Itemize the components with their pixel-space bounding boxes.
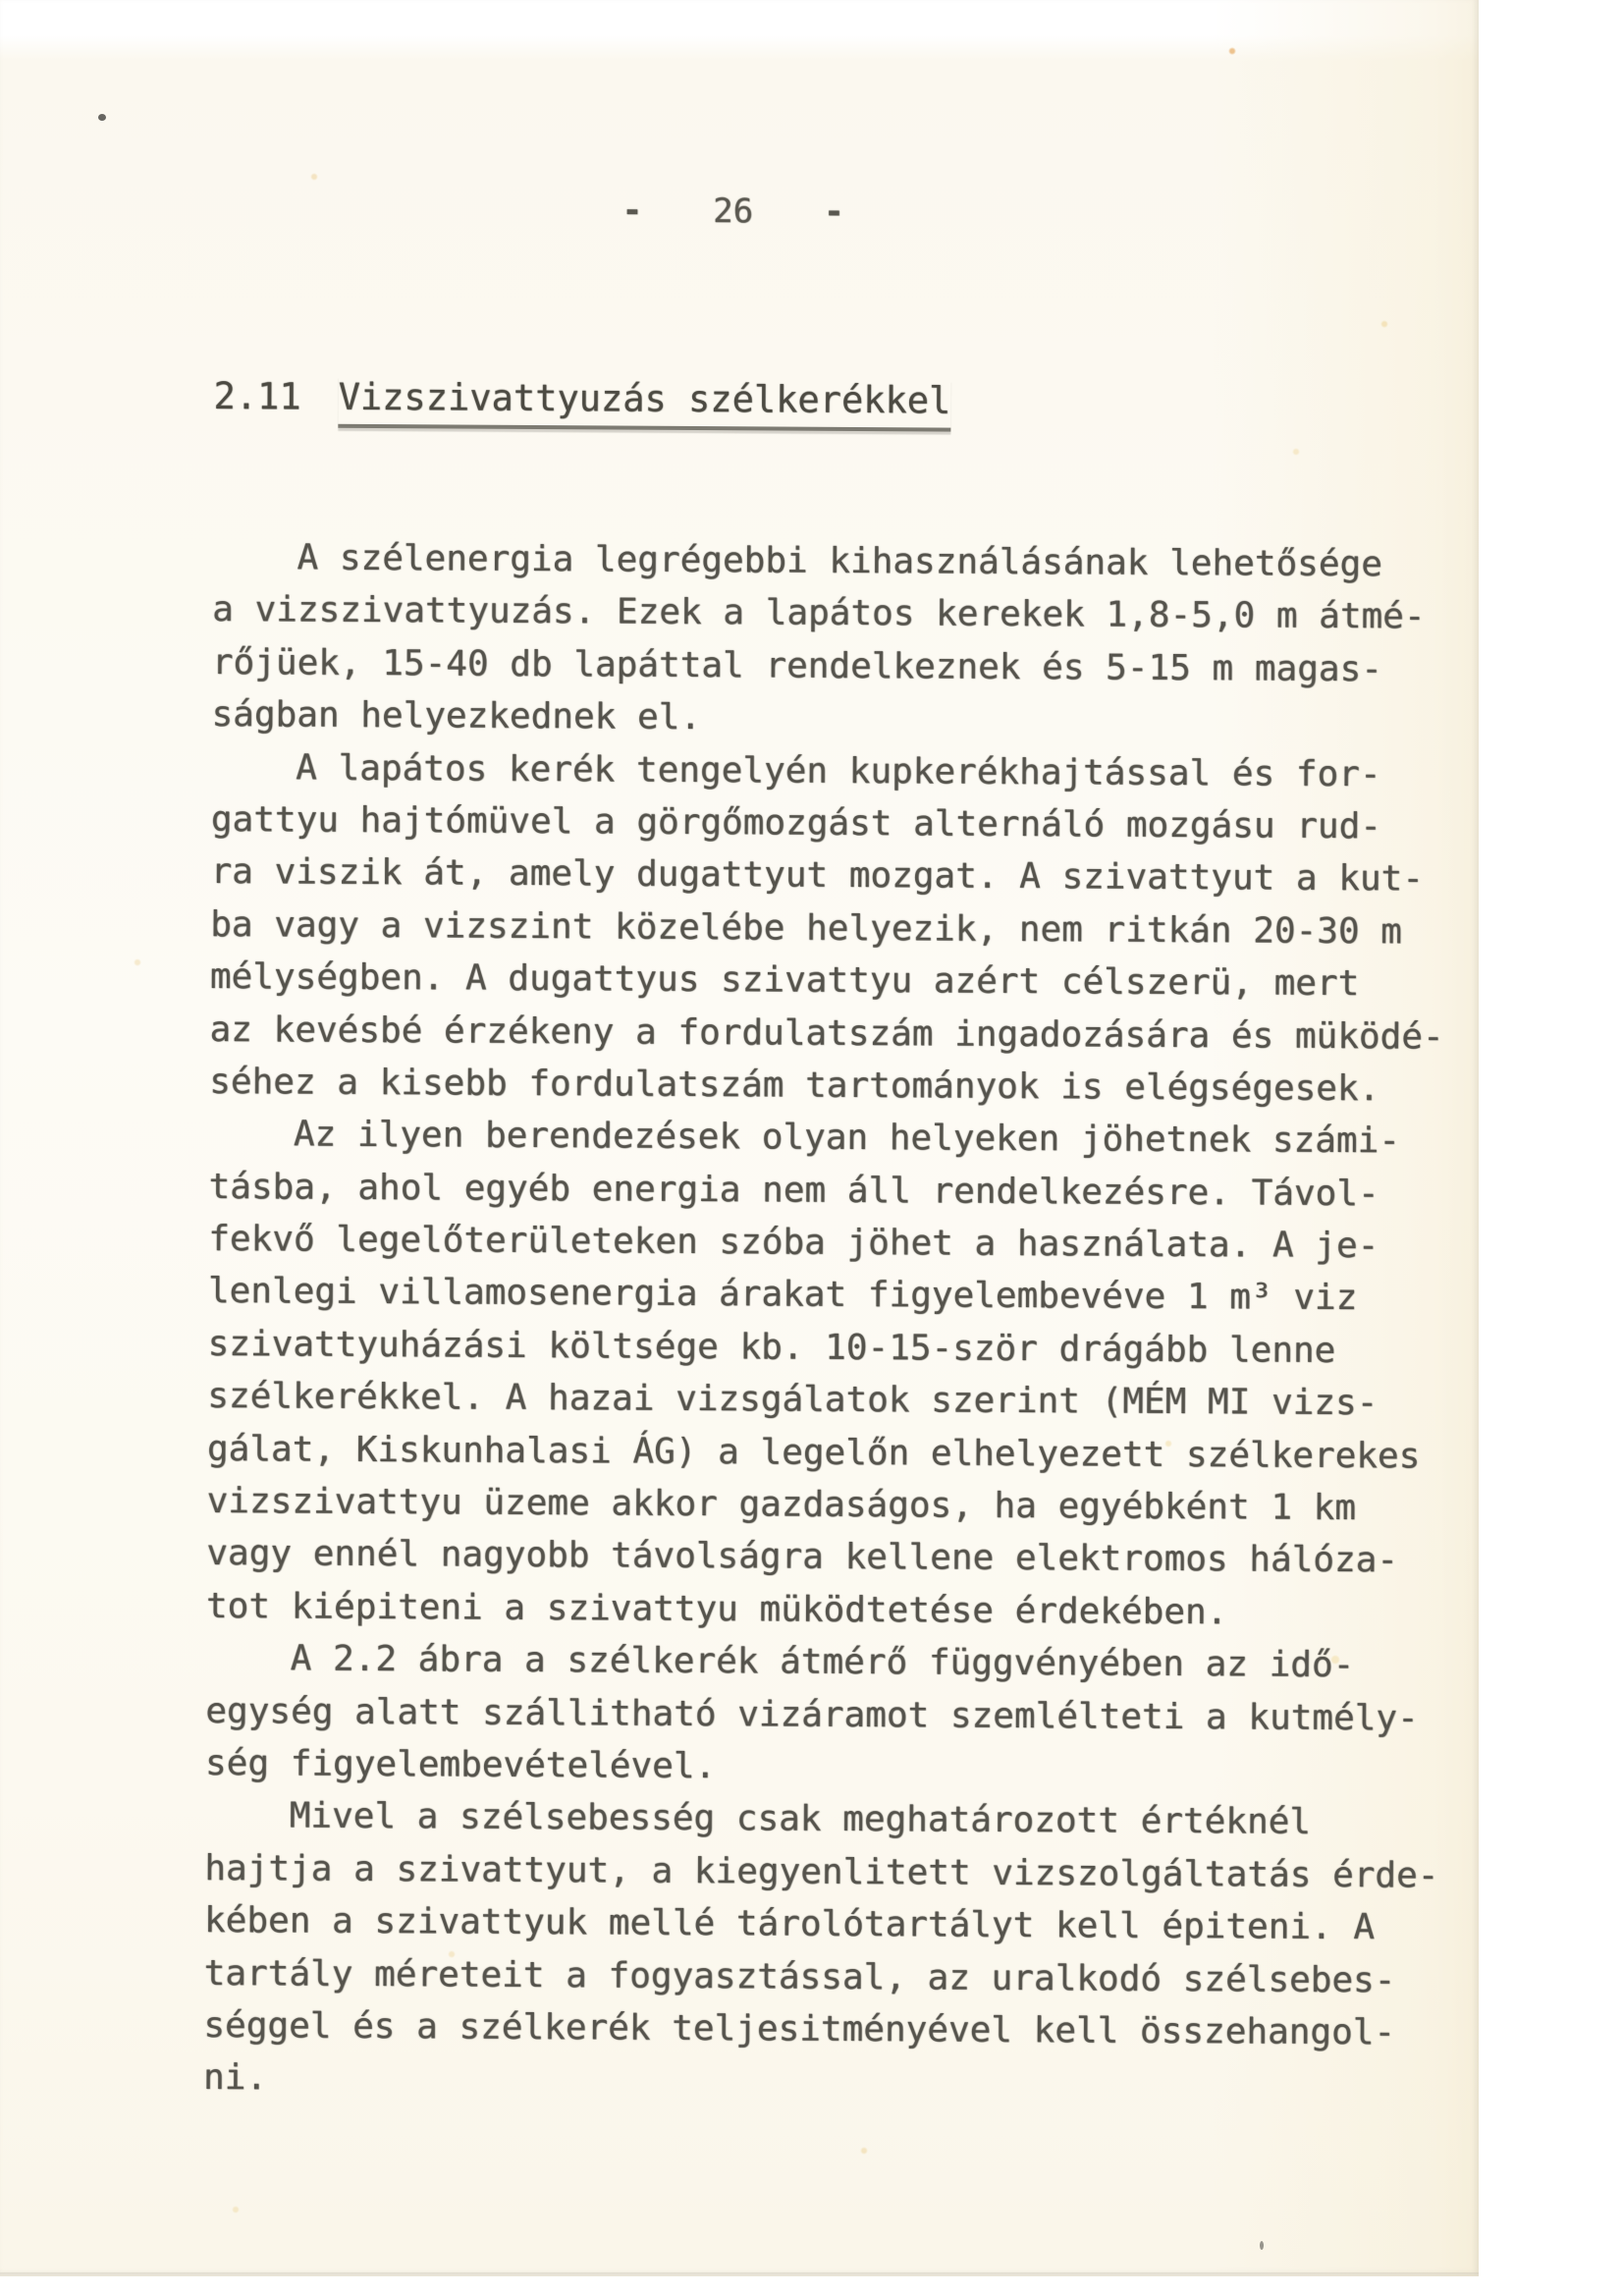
text-line: az kevésbé érzékeny a fordulatszám ingadozására és müködé-	[209, 1009, 1444, 1058]
header-left-dash: -	[622, 191, 643, 231]
text-line: séggel és a szélkerék teljesitményével kell összehangol-	[203, 2004, 1396, 2053]
text-line: lenlegi villamosenergia árakat figyelembevéve 1 m³ viz	[207, 1271, 1358, 1319]
text-line: Mivel a szélsebesség csak meghatározott értéknél	[289, 1795, 1312, 1843]
text-line: A szélenergia legrégebbi kihasználásának lehetősége	[297, 537, 1383, 585]
text-line: tartály méreteit a fogyasztással, az uralkodó szélsebes-	[203, 1952, 1396, 2000]
text-line: rőjüek, 15-40 db lapáttal rendelkeznek és 5-15 m magas-	[211, 641, 1383, 690]
section-heading	[213, 375, 950, 432]
section-title: Vizszivattyuzás szélkerékkel	[338, 376, 950, 432]
text-line: ra viszik át, amely dugattyut mozgat. A szivattyut a kut-	[210, 851, 1425, 900]
text-line: hajtja a szivattyut, a kiegyenlitett vizszolgáltatás érde-	[204, 1847, 1439, 1896]
section-number: 2.11	[213, 374, 301, 418]
text-line: séhez a kisebb fordulatszám tartományok is elégségesek.	[209, 1061, 1380, 1110]
text-line: kében a szivattyuk mellé tárolótartályt kell épiteni. A	[203, 1900, 1376, 1948]
text-line: gattyu hajtómüvel a görgőmozgást alternáló mozgásu rud-	[210, 798, 1382, 847]
text-line: fekvő legelőterületeken szóba jöhet a használata. A je-	[208, 1219, 1380, 1267]
text-line: egység alatt szállitható vizáramot szemlélteti a kutmély-	[205, 1690, 1419, 1739]
text-line: tásba, ahol egyéb energia nem áll rendelkezésre. Távol-	[208, 1166, 1380, 1214]
text-line: A 2.2 ábra a szélkerék átmérő függvényében az idő-	[290, 1638, 1355, 1686]
text-line: gálat, Kiskunhalasi ÁG) a legelőn elhelyezett szélkerekes	[206, 1428, 1421, 1477]
text-line: tot kiépiteni a szivattyu müködtetése érdekében.	[205, 1585, 1228, 1633]
text-line: A lapátos kerék tengelyén kupkerékhajtással és for-	[296, 747, 1381, 794]
body-text	[203, 531, 1447, 2111]
page-number-header	[622, 191, 844, 232]
text-line: szélkerékkel. A hazai vizsgálatok szerint (MÉM MI vizs-	[207, 1376, 1379, 1424]
text-line: ség figyelembevételével.	[204, 1742, 717, 1787]
text-line: mélységben. A dugattyus szivattyu azért célszerü, mert	[209, 957, 1360, 1005]
text-line: ni.	[202, 2057, 268, 2099]
text-line: Az ilyen berendezések olyan helyeken jöhetnek számi-	[293, 1114, 1401, 1162]
header-right-dash: -	[824, 191, 844, 232]
scan-speck	[1260, 2241, 1264, 2250]
text-line: vizszivattyu üzeme akkor gazdaságos, ha egyébként 1 km	[206, 1481, 1357, 1529]
text-line: ságban helyezkednek el.	[211, 694, 702, 738]
scan-speck	[98, 114, 106, 121]
text-line: vagy ennél nagyobb távolságra kellene elektromos hálóza-	[206, 1533, 1399, 1581]
text-line: a vizszivattyuzás. Ezek a lapátos kerekek 1,8-5,0 m átmé-	[212, 589, 1426, 637]
page-number: 26	[713, 191, 754, 232]
text-line: szivattyuházási költsége kb. 10-15-ször drágább lenne	[207, 1323, 1336, 1371]
text-line: ba vagy a vizszint közelébe helyezik, nem ritkán 20-30 m	[210, 903, 1403, 953]
